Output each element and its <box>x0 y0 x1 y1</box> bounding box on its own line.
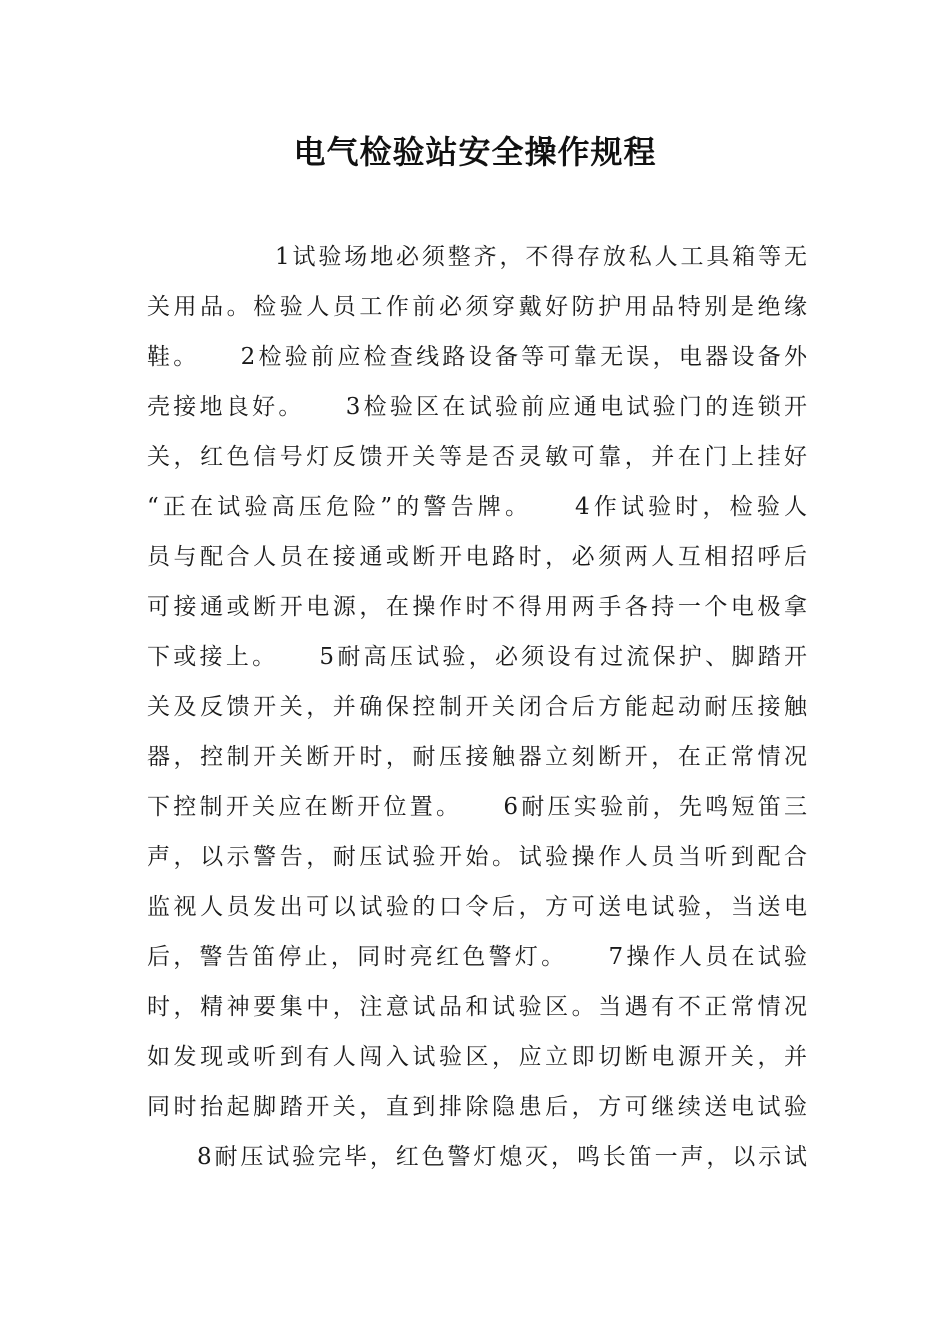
body-line: 下控制开关应在断开位置。 6耐压实验前，先鸣短笛三 <box>147 794 807 820</box>
body-line: 壳接地良好。 3检验区在试验前应通电试验门的连锁开 <box>147 394 807 420</box>
body-line: 关用品。检验人员工作前必须穿戴好防护用品特别是绝缘 <box>147 294 807 320</box>
body-line: 可接通或断开电源，在操作时不得用两手各持一个电极拿 <box>147 594 807 620</box>
body-line: 下或接上。 5耐高压试验，必须设有过流保护、脚踏开 <box>147 644 807 670</box>
body-line: 鞋。 2检验前应检查线路设备等可靠无误，电器设备外 <box>147 344 807 370</box>
document-body <box>147 232 807 1182</box>
document-title: 电气检验站安全操作规程 <box>293 133 657 171</box>
body-line: “正在试验高压危险”的警告牌。 4作试验时，检验人 <box>147 494 807 520</box>
body-line: 后，警告笛停止，同时亮红色警灯。 7操作人员在试验 <box>147 944 807 970</box>
body-line: 关，红色信号灯反馈开关等是否灵敏可靠，并在门上挂好 <box>147 444 807 470</box>
body-line: 声，以示警告，耐压试验开始。试验操作人员当听到配合 <box>147 844 807 870</box>
body-line: 关及反馈开关，并确保控制开关闭合后方能起动耐压接触 <box>147 694 807 720</box>
body-line: 同时抬起脚踏开关，直到排除隐患后，方可继续送电试验 <box>147 1094 807 1120</box>
body-line: 8耐压试验完毕，红色警灯熄灭，鸣长笛一声，以示试 <box>197 1144 807 1170</box>
body-line: 器，控制开关断开时，耐压接触器立刻断开，在正常情况 <box>147 744 807 770</box>
body-line: 1试验场地必须整齐，不得存放私人工具箱等无 <box>275 244 807 270</box>
body-line: 员与配合人员在接通或断开电路时，必须两人互相招呼后 <box>147 544 807 570</box>
body-line: 如发现或听到有人闯入试验区，应立即切断电源开关，并 <box>147 1044 807 1070</box>
body-line: 时，精神要集中，注意试品和试验区。当遇有不正常情况 <box>147 994 807 1020</box>
body-line: 监视人员发出可以试验的口令后，方可送电试验，当送电 <box>147 894 807 920</box>
